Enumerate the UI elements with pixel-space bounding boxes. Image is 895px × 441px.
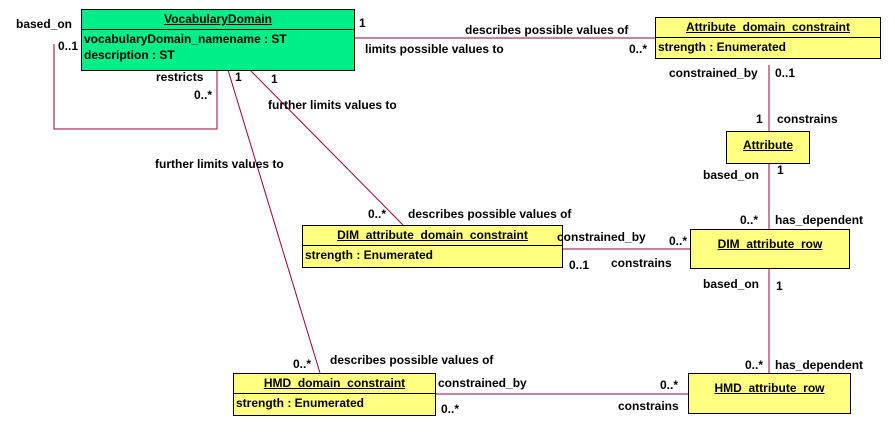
multiplicity-label: 0..1 [58,39,79,53]
role-based-on-label: based_on [703,277,760,291]
multiplicity-label: 0..* [194,88,213,102]
attribute-class[interactable] [726,131,810,164]
attribute-description-field: description : ST [84,48,175,62]
vocab-to-hmd-constraint-association[interactable] [228,70,320,373]
dim-attribute-row-title: DIM_attribute_row [717,237,823,251]
attribute-domain-constraint-attributes [656,37,880,55]
vocab-to-dim-constraint-association[interactable] [250,70,403,225]
multiplicity-label: 0..* [740,213,759,227]
role-describes-label: describes possible values of [330,353,494,367]
multiplicity-label: 0..1 [569,258,590,272]
hmd-attribute-row-title: HMD_attribute_row [714,381,825,395]
attribute-domain-constraint-class[interactable] [655,17,881,59]
dim-attribute-domain-constraint-class[interactable] [302,225,563,268]
role-constrained-by-label: constrained_by [557,230,646,244]
role-has-dependent-label: has_dependent [775,213,864,227]
multiplicity-label: 1 [359,16,366,30]
role-constrained-by-label: constrained_by [438,376,527,390]
dim-attribute-row-class[interactable] [690,229,850,269]
role-based-on-label: based_on [703,168,760,182]
role-restricts-label: restricts [156,70,204,84]
multiplicity-label: 0..* [629,42,648,56]
role-constrained-by-label: constrained_by [669,66,758,80]
multiplicity-label: 1 [235,70,242,84]
dim-attribute-domain-constraint-title: DIM_attribute_domain_constraint [337,228,528,242]
multiplicity-label: 0..* [660,378,679,392]
role-constrains-label: constrains [611,256,672,270]
role-based-on-label: based_on [16,17,73,31]
dim-attribute-domain-constraint-attributes [303,245,562,263]
attribute-strength-field: strength : Enumerated [658,40,787,54]
hmd-attribute-row-class[interactable] [688,373,851,414]
multiplicity-label: 1 [756,112,763,126]
multiplicity-label: 0..* [669,234,688,248]
multiplicity-label: 0..* [745,358,764,372]
multiplicity-label: 0..1 [775,66,796,80]
hmd-domain-constraint-class[interactable] [233,373,436,416]
multiplicity-label: 0..* [293,357,312,371]
hmd-domain-constraint-title: HMD_domain_constraint [263,376,406,390]
attribute-strength-field: strength : Enumerated [305,248,434,262]
multiplicity-label: 1 [777,163,784,177]
vocabulary-domain-attributes [82,29,354,63]
role-constrains-label: constrains [777,112,838,126]
attribute-name-field: vocabularyDomain_namename : ST [84,32,287,46]
multiplicity-label: 0..* [368,207,387,221]
role-further-limits-label: further limits values to [155,157,284,171]
role-has-dependent-label: has_dependent [775,358,864,372]
role-further-limits-label: further limits values to [268,98,397,112]
attribute-domain-constraint-title: Attribute_domain_constraint [685,20,850,34]
multiplicity-label: 1 [776,279,783,293]
vocabulary-domain-title: VocabularyDomain [164,12,272,26]
role-describes-label: describes possible values of [408,207,572,221]
attribute-strength-field: strength : Enumerated [236,396,365,410]
attribute-title: Attribute [743,138,793,152]
role-limits-label: limits possible values to [365,42,504,56]
multiplicity-label: 0..* [441,402,460,416]
hmd-domain-constraint-attributes [234,393,435,411]
role-describes-label: describes possible values of [465,23,629,37]
multiplicity-label: 1 [271,72,278,86]
vocabulary-domain-class[interactable] [81,9,355,71]
role-constrains-label: constrains [618,399,679,413]
